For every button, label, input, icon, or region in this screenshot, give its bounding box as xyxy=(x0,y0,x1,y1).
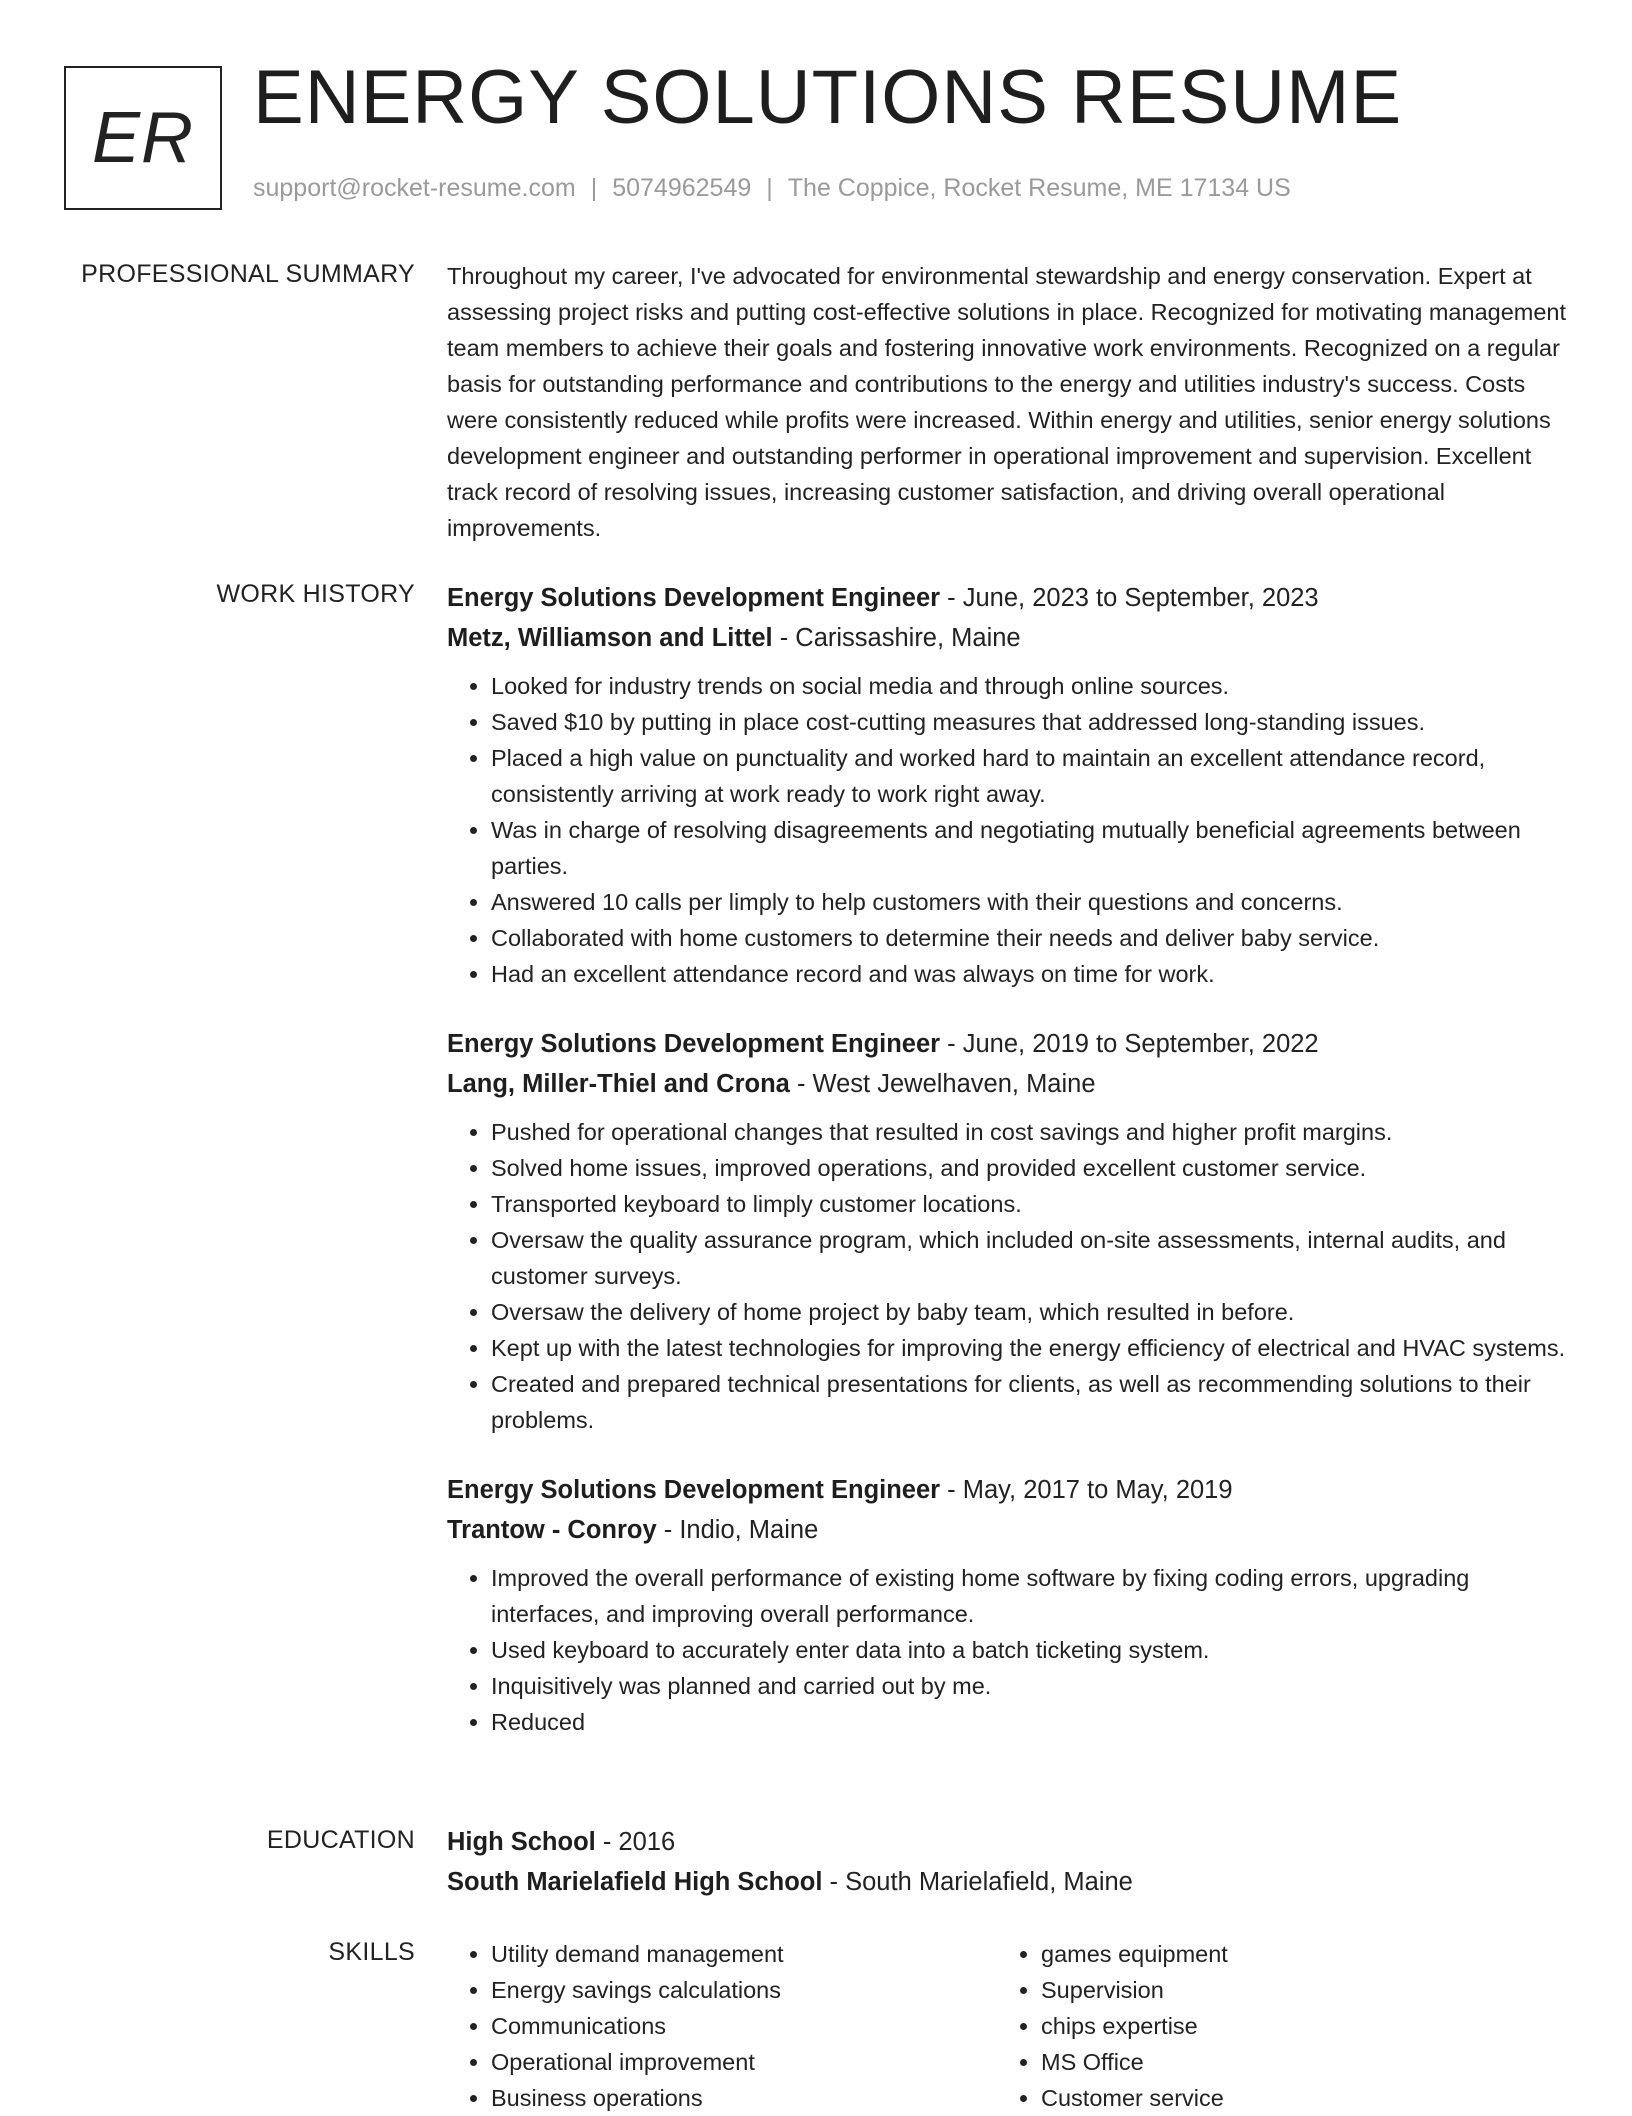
job-title-line xyxy=(447,578,1567,618)
job-bullet: • Inquisitively was planned and carried out by me. xyxy=(491,1668,1567,1704)
education-year: - 2016 xyxy=(595,1828,676,1856)
skills-columns xyxy=(447,1936,1567,2116)
job-location: - West Jewelhaven, Maine xyxy=(789,1070,1096,1098)
job-bullet: • Transported keyboard to limply customer locations. xyxy=(491,1186,1567,1222)
job-bullet: • Kept up with the latest technologies for improving the energy efficiency of electrical and HVAC systems. xyxy=(491,1330,1567,1366)
job-bullet: • Improved the overall performance of existing home software by fixing coding errors, upgrading interfaces, and improving overall performance. xyxy=(491,1560,1567,1632)
job-entry xyxy=(447,1024,1567,1438)
skill-item: • Energy savings calculations xyxy=(491,1972,997,2008)
skills-column-1 xyxy=(447,1936,997,2116)
section-heading-summary: PROFESSIONAL SUMMARY xyxy=(81,260,415,288)
job-company: Metz, Williamson and Littel xyxy=(447,624,773,652)
job-bullet: • Created and prepared technical presentations for clients, as well as recommending solutions to their problems. xyxy=(491,1366,1567,1438)
skill-item: • Operational improvement xyxy=(491,2044,997,2080)
job-bullets xyxy=(447,1114,1567,1438)
skill-item: • Utility demand management xyxy=(491,1936,997,1972)
job-bullet: • Looked for industry trends on social media and through online sources. xyxy=(491,668,1567,704)
job-bullets xyxy=(447,1560,1567,1740)
education-degree: High School xyxy=(447,1828,596,1856)
job-bullet: • Collaborated with home customers to determine their needs and deliver baby service. xyxy=(491,920,1567,956)
job-bullet: • Used keyboard to accurately enter data into a batch ticketing system. xyxy=(491,1632,1567,1668)
job-entry xyxy=(447,578,1567,992)
job-title: Energy Solutions Development Engineer xyxy=(447,584,941,612)
work-history-body xyxy=(447,578,1567,1772)
job-title-line xyxy=(447,1470,1567,1510)
job-bullet: • Had an excellent attendance record and was always on time for work. xyxy=(491,956,1567,992)
skill-item: • Business operations xyxy=(491,2080,997,2116)
contact-separator: | xyxy=(766,174,773,202)
skill-item: • games equipment xyxy=(1041,1936,1547,1972)
job-bullets xyxy=(447,668,1567,992)
job-company: Lang, Miller-Thiel and Crona xyxy=(447,1070,790,1098)
section-heading-skills: SKILLS xyxy=(328,1938,415,1966)
job-dates: - June, 2019 to September, 2022 xyxy=(940,1030,1319,1058)
job-company-line xyxy=(447,618,1567,658)
job-title: Energy Solutions Development Engineer xyxy=(447,1476,941,1504)
job-bullet: • Oversaw the quality assurance program, which included on-site assessments, internal audits, and customer surveys. xyxy=(491,1222,1567,1294)
section-heading-work: WORK HISTORY xyxy=(216,580,415,608)
skill-item: • Communications xyxy=(491,2008,997,2044)
job-title: Energy Solutions Development Engineer xyxy=(447,1030,941,1058)
summary-text: Throughout my career, I've advocated for environmental stewardship and energy conservation. Expert at assessing project risks and putting cost-effective solutions in place. Recognized for motivating management team members to achieve their goals and fostering innovative work environments. Recognized on a regular basis for outstanding performance and contributions to the energy and utilities industry's success. Costs were consistently reduced while profits were increased. Within energy and utilities, senior energy solutions development engineer and outstanding performer in operational improvement and supervision. Excellent track record of resolving issues, increasing customer satisfaction, and driving overall operational improvements. xyxy=(447,263,1567,541)
education-body xyxy=(447,1822,1567,1902)
skills-column-2 xyxy=(997,1936,1547,2116)
education-school-line xyxy=(447,1862,1567,1902)
job-bullet: • Saved $10 by putting in place cost-cutting measures that addressed long-standing issues. xyxy=(491,704,1567,740)
education-location: - South Marielafield, Maine xyxy=(822,1868,1133,1896)
skills-body xyxy=(447,1936,1567,2116)
job-dates: - June, 2023 to September, 2023 xyxy=(940,584,1319,612)
skill-item: • chips expertise xyxy=(1041,2008,1547,2044)
education-degree-line xyxy=(447,1822,1567,1862)
skill-item: • Customer service xyxy=(1041,2080,1547,2116)
monogram-logo: ER xyxy=(64,66,222,210)
job-bullet: • Oversaw the delivery of home project by baby team, which resulted in before. xyxy=(491,1294,1567,1330)
job-title-line xyxy=(447,1024,1567,1064)
education-school: South Marielafield High School xyxy=(447,1868,823,1896)
job-dates: - May, 2017 to May, 2019 xyxy=(940,1476,1233,1504)
job-location: - Indio, Maine xyxy=(656,1516,819,1544)
contact-email[interactable]: support@rocket-resume.com xyxy=(253,174,576,202)
job-company: Trantow - Conroy xyxy=(447,1516,657,1544)
job-entry xyxy=(447,1470,1567,1740)
summary-body xyxy=(447,258,1567,546)
contact-address: The Coppice, Rocket Resume, ME 17134 US xyxy=(787,174,1291,202)
resume-title: ENERGY SOLUTIONS RESUME xyxy=(253,55,1403,140)
job-bullet: • Pushed for operational changes that resulted in cost savings and higher profit margins. xyxy=(491,1114,1567,1150)
job-company-line xyxy=(447,1064,1567,1104)
skill-item: • MS Office xyxy=(1041,2044,1547,2080)
job-bullet: • Solved home issues, improved operations, and provided excellent customer service. xyxy=(491,1150,1567,1186)
skill-item: • Supervision xyxy=(1041,1972,1547,2008)
job-bullet: • Placed a high value on punctuality and worked hard to maintain an excellent attendance record, consistently arriving at work ready to work right away. xyxy=(491,740,1567,812)
contact-separator: | xyxy=(590,174,598,202)
contact-line xyxy=(253,174,1291,203)
job-bullet: • Was in charge of resolving disagreements and negotiating mutually beneficial agreements between parties. xyxy=(491,812,1567,884)
job-bullet: • Answered 10 calls per limply to help customers with their questions and concerns. xyxy=(491,884,1567,920)
job-bullet: • Reduced xyxy=(491,1704,1567,1740)
job-location: - Carissashire, Maine xyxy=(772,624,1021,652)
section-heading-education: EDUCATION xyxy=(266,1826,415,1854)
contact-phone[interactable]: 5074962549 xyxy=(612,174,752,202)
job-company-line xyxy=(447,1510,1567,1550)
